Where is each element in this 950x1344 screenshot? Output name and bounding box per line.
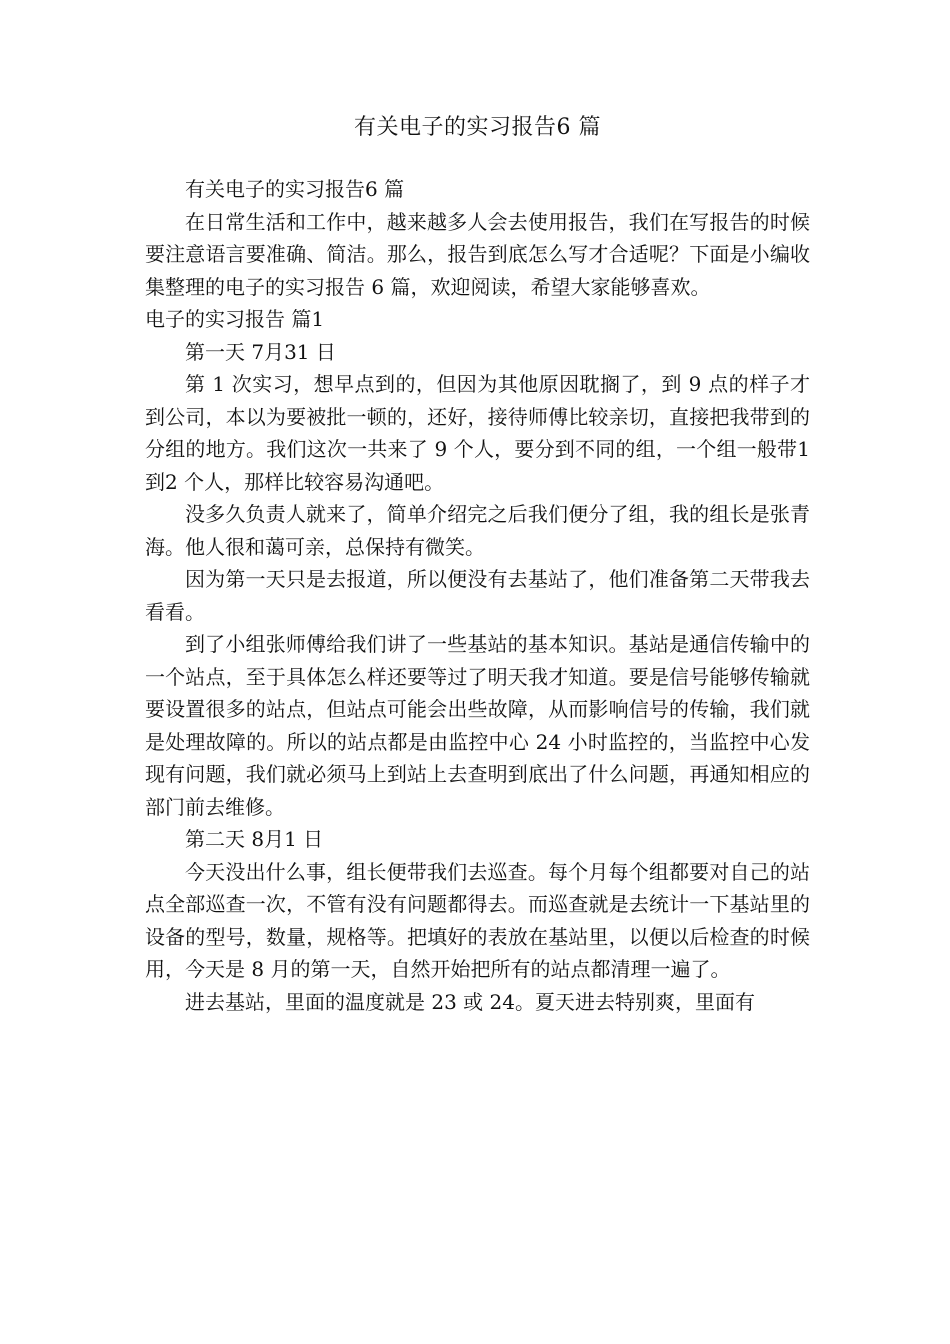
section-heading: 电子的实习报告 篇1	[145, 307, 325, 331]
paragraph: 有关电子的实习报告6 篇	[185, 177, 405, 201]
document-title: 有关电子的实习报告6 篇	[354, 115, 601, 140]
document-body	[145, 173, 810, 1018]
paragraph: 第一天 7月31 日	[185, 339, 336, 364]
paragraph: 第二天 8月1 日	[185, 827, 324, 851]
paragraph: 没多久负责人就来了，简单介绍完之后我们便分了组，我的组长是张青海。他人很和蔼可亲，总保持有微笑。	[145, 502, 810, 559]
paragraph: 在日常生活和工作中，越来越多人会去使用报告，我们在写报告的时候要注意语言要准确、简洁。那么，报告到底怎么写才合适呢？下面是小编收集整理的电子的实习报告 6 篇，欢迎阅读，希望大家能够喜欢。	[145, 209, 810, 299]
paragraph: 第 1 次实习，想早点到的，但因为其他原因耽搁了，到 9 点的样子才到公司，本以为要被批一顿的，还好，接待师傅比较亲切，直接把我带到的分组的地方。我们这次一共来了 9 个人，要分到不同的组，一个组一般带1 到2 个人，那样比较容易沟通吧。	[145, 372, 810, 494]
paragraph: 到了小组张师傅给我们讲了一些基站的基本知识。基站是通信传输中的一个站点，至于具体怎么样还要等过了明天我才知道。要是信号能够传输就要设置很多的站点，但站点可能会出些故障，从而影响信号的传输，我们就是处理故障的。所以的站点都是由监控中心 24 小时监控的，当监控中心发现有问题，我们就必须马上到站上去查明到底出了什么问题，再通知相应的部门前去维修。	[145, 632, 810, 819]
paragraph: 因为第一天只是去报道，所以便没有去基站了，他们准备第二天带我去看看。	[145, 567, 810, 624]
paragraph: 进去基站，里面的温度就是 23 或 24。夏天进去特别爽，里面有	[185, 989, 755, 1014]
paragraph: 今天没出什么事，组长便带我们去巡查。每个月每个组都要对自己的站点全部巡查一次，不管有没有问题都得去。而巡查就是去统计一下基站里的设备的型号，数量，规格等。把填好的表放在基站里，以便以后检查的时候用，今天是 8 月的第一天，自然开始把所有的站点都清理一遍了。	[145, 859, 810, 981]
